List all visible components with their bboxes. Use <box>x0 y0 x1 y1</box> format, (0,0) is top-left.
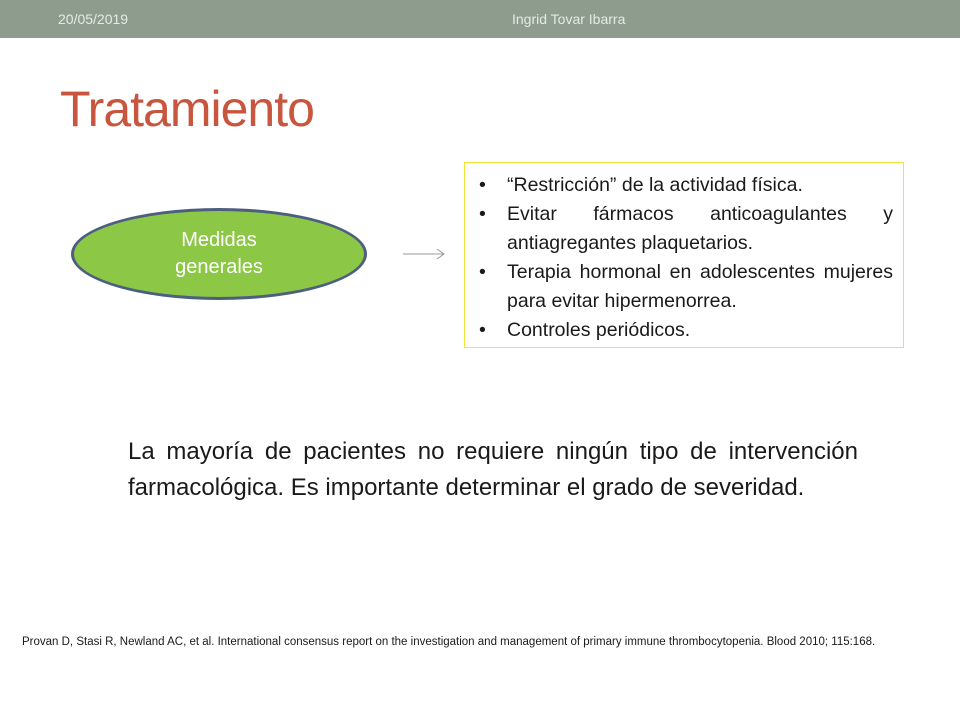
bullet-icon: • <box>479 203 486 225</box>
arrow-right-icon <box>402 246 446 260</box>
measures-list <box>475 171 893 345</box>
list-item-text: Controles periódicos. <box>507 319 691 341</box>
measures-box <box>464 162 904 348</box>
ellipse-label: Medidas generales <box>175 229 263 278</box>
list-item <box>475 200 893 258</box>
header-bar <box>0 0 960 38</box>
bullet-icon: • <box>479 261 486 283</box>
reference-citation: Provan D, Stasi R, Newland AC, et al. International consensus report on the investigation and management of primary immune thrombocytopenia. Blood 2010; 115:168. <box>22 636 876 648</box>
list-item <box>475 316 893 345</box>
list-item-text: Terapia hormonal en adolescentes mujeres para evitar hipermenorrea. <box>507 261 893 312</box>
list-item <box>475 171 893 200</box>
bullet-icon: • <box>479 319 486 341</box>
slide-title: Tratamiento <box>60 81 314 137</box>
header-date: 20/05/2019 <box>58 11 129 27</box>
main-paragraph: La mayoría de pacientes no requiere ningún tipo de intervención farmacológica. Es importante determinar el grado de severidad. <box>128 438 858 501</box>
list-item-text: “Restricción” de la actividad física. <box>507 174 803 196</box>
bullet-icon: • <box>479 174 486 196</box>
list-item-text: Evitar fármacos anticoagulantes y antiagregantes plaquetarios. <box>507 203 893 254</box>
list-item <box>475 258 893 316</box>
header-author: Ingrid Tovar Ibarra <box>512 11 626 27</box>
medidas-generales-ellipse <box>71 208 367 300</box>
